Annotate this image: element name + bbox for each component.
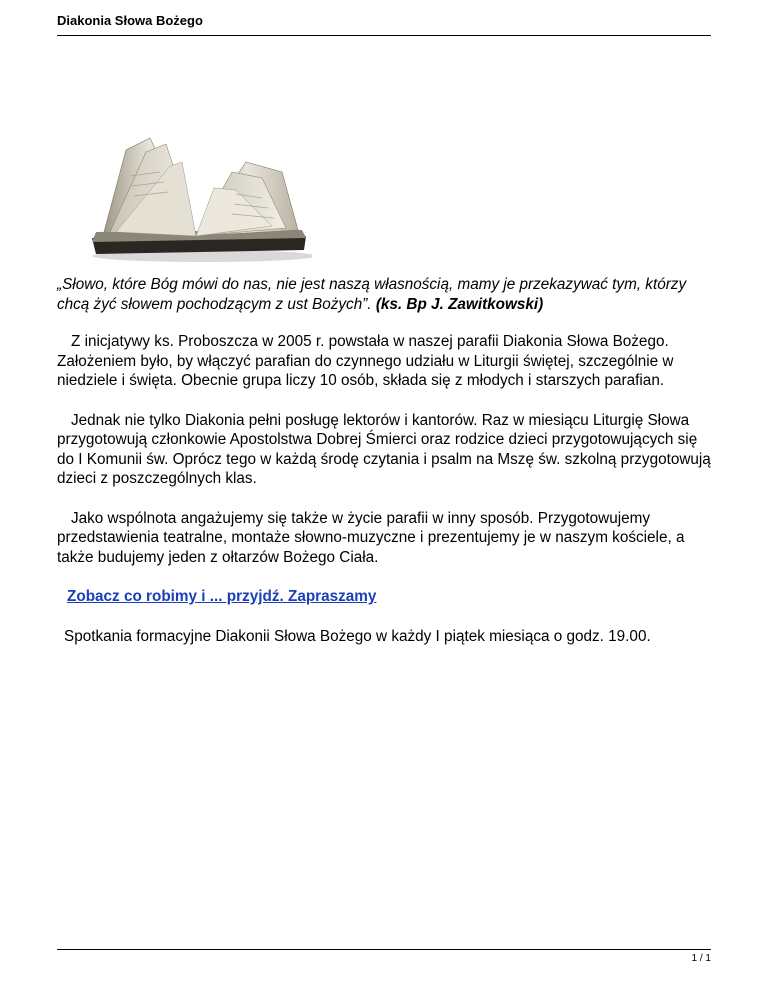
- quote-author: (ks. Bp J. Zawitkowski): [375, 295, 544, 313]
- paragraph-3: Jako wspólnota angażujemy się także w życie parafii w inny sposób. Przygotowujemy przedstawienia teatralne, montaże słowno-muzyczne i prezentujemy je w naszym kościele, a także budujemy jeden z ołtarzów Bożego Ciała.: [57, 509, 685, 566]
- page-number: 1 / 1: [691, 953, 711, 964]
- quote: [57, 275, 711, 314]
- meeting-info: Spotkania formacyjne Diakonii Słowa Bożego w każdy I piątek miesiąca o godz. 19.00.: [64, 627, 651, 645]
- see-more-link[interactable]: Zobacz co robimy i ... przyjdź. Zapraszamy: [67, 588, 377, 605]
- page-header-title: Diakonia Słowa Bożego: [57, 13, 203, 28]
- footer-divider: [57, 949, 711, 950]
- header-divider: [57, 35, 711, 36]
- open-book-icon: [86, 132, 312, 262]
- quote-text: „Słowo, które Bóg mówi do nas, nie jest naszą własnością, mamy je przekazywać tym, którzy chcą żyć słowem pochodzącym z ust Bożych”.: [57, 276, 687, 313]
- link-line: [57, 587, 711, 607]
- paragraph-1: Z inicjatywy ks. Proboszcza w 2005 r. powstała w naszej parafii Diakonia Słowa Bożego. Założeniem było, by włączyć parafian do czynnego udziału w Liturgii świętej, szczególnie w niedziele i święta. Obecnie grupa liczy 10 osób, składa się z młodych i starszych parafian.: [57, 333, 674, 389]
- paragraph-2: Jednak nie tylko Diakonia pełni posługę lektorów i kantorów. Raz w miesiącu Liturgię Słowa przygotowują członkowie Apostolstwa Dobrej Śmierci oraz rodzice dzieci przygotowujących się do I Komunii św. Oprócz tego w każdą środę czytania i psalm na Mszę św. szkolną przygotowują dzieci z poszczególnych klas.: [57, 411, 711, 487]
- article-body: [57, 275, 711, 646]
